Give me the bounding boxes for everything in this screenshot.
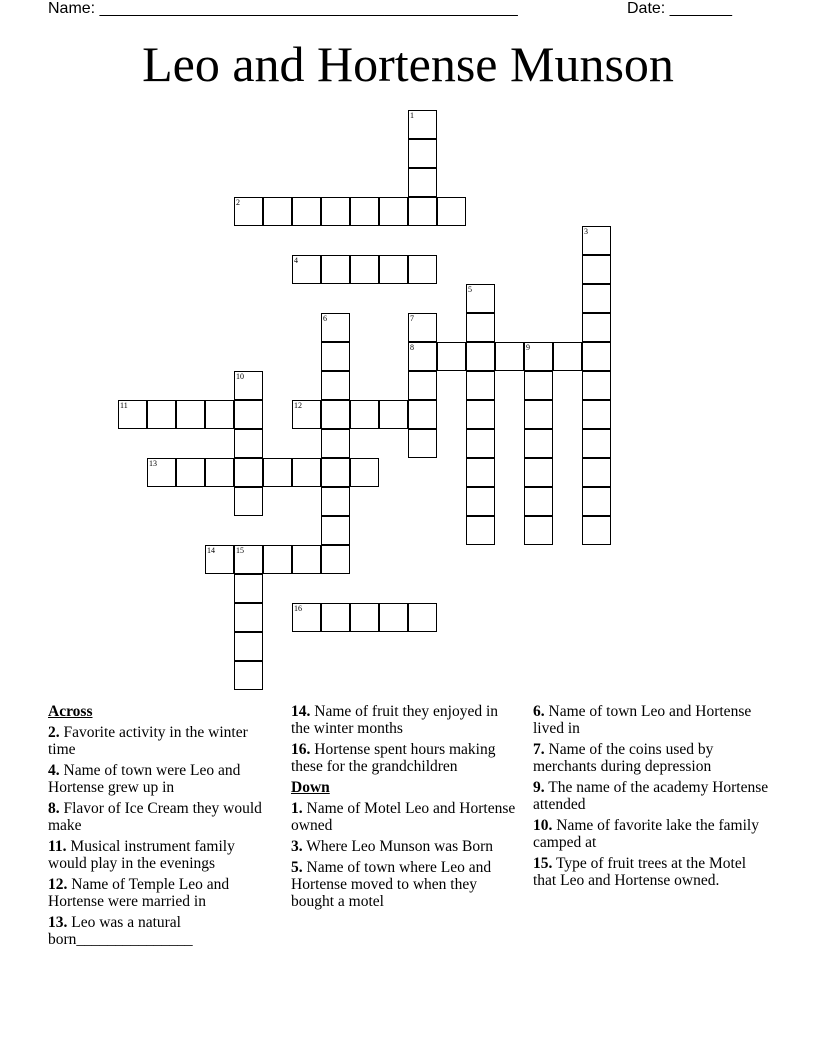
clue-number: 16. (291, 741, 311, 758)
cell-number: 11 (120, 401, 128, 410)
grid-cell[interactable] (466, 458, 495, 487)
cell-number: 3 (584, 227, 588, 236)
grid-cell[interactable] (292, 458, 321, 487)
grid-cell[interactable] (437, 342, 466, 371)
grid-cell[interactable] (379, 603, 408, 632)
grid-cell[interactable] (524, 400, 553, 429)
clue-text: Name of Temple Leo and Hortense were married in (48, 876, 230, 910)
grid-cell[interactable] (466, 400, 495, 429)
clue-number: 5. (291, 859, 303, 876)
grid-cell[interactable] (176, 400, 205, 429)
grid-cell[interactable] (379, 255, 408, 284)
grid-cell[interactable] (321, 255, 350, 284)
grid-cell[interactable] (582, 255, 611, 284)
clue-text: Name of Motel Leo and Hortense owned (291, 800, 516, 834)
clue-column-3 (533, 703, 773, 893)
grid-cell[interactable] (292, 545, 321, 574)
cell-number: 5 (468, 285, 472, 294)
name-field: Name: _______________________________________________ (48, 0, 518, 17)
grid-cell[interactable] (466, 429, 495, 458)
clue-number: 9. (533, 779, 545, 796)
grid-cell[interactable] (408, 400, 437, 429)
clue-text: Name of town Leo and Hortense lived in (533, 703, 752, 737)
grid-cell[interactable] (582, 342, 611, 371)
clue-column-1 (48, 703, 270, 952)
cell-number: 7 (410, 314, 414, 323)
across-heading: Across (48, 703, 93, 720)
cell-number: 4 (294, 256, 298, 265)
clue-text: Name of fruit they enjoyed in the winter months (291, 703, 499, 737)
grid-cell[interactable] (263, 458, 292, 487)
grid-cell[interactable] (408, 603, 437, 632)
grid-cell[interactable] (321, 487, 350, 516)
clue-number: 15. (533, 855, 553, 872)
clue-across-14 (291, 703, 516, 737)
clue-text: Name of town where Leo and Hortense moved to when they bought a motel (291, 859, 492, 910)
clue-number: 11. (48, 838, 67, 855)
grid-cell[interactable] (205, 458, 234, 487)
grid-cell[interactable] (321, 429, 350, 458)
clue-down-3 (291, 838, 516, 855)
grid-cell[interactable] (582, 458, 611, 487)
cell-number: 13 (149, 459, 157, 468)
grid-cell[interactable] (234, 545, 263, 574)
cell-number: 9 (526, 343, 530, 352)
clue-across-13 (48, 914, 270, 948)
clue-across-16 (291, 741, 516, 775)
clue-number: 8. (48, 800, 60, 817)
grid-cell[interactable] (553, 342, 582, 371)
grid-cell[interactable] (408, 429, 437, 458)
grid-cell[interactable] (292, 400, 321, 429)
grid-cell[interactable] (408, 168, 437, 197)
clue-number: 10. (533, 817, 553, 834)
grid-cell[interactable] (147, 458, 176, 487)
grid-cell[interactable] (582, 400, 611, 429)
clue-text: Where Leo Munson was Born (306, 838, 494, 855)
grid-cell[interactable] (292, 603, 321, 632)
grid-cell[interactable] (379, 400, 408, 429)
grid-cell[interactable] (582, 284, 611, 313)
grid-cell[interactable] (147, 400, 176, 429)
cell-number: 16 (294, 604, 302, 613)
grid-cell[interactable] (263, 197, 292, 226)
clue-number: 4. (48, 762, 60, 779)
grid-cell[interactable] (466, 284, 495, 313)
grid-cell[interactable] (408, 313, 437, 342)
grid-cell[interactable] (292, 197, 321, 226)
clue-text: The name of the academy Hortense attended (533, 779, 769, 813)
clue-number: 13. (48, 914, 68, 931)
grid-cell[interactable] (350, 400, 379, 429)
clue-down-15 (533, 855, 773, 889)
grid-cell[interactable] (582, 371, 611, 400)
grid-cell[interactable] (205, 400, 234, 429)
clue-text: Favorite activity in the winter time (48, 724, 248, 758)
grid-cell[interactable] (379, 197, 408, 226)
grid-cell[interactable] (234, 574, 263, 603)
clue-down-5 (291, 859, 516, 910)
grid-cell[interactable] (234, 371, 263, 400)
clue-text: Hortense spent hours making these for the grandchildren (291, 741, 496, 775)
down-heading: Down (291, 779, 330, 796)
cell-number: 6 (323, 314, 327, 323)
clue-across-12 (48, 876, 270, 910)
grid-cell[interactable] (234, 429, 263, 458)
cell-number: 12 (294, 401, 302, 410)
clue-down-9 (533, 779, 773, 813)
grid-cell[interactable] (321, 400, 350, 429)
date-field: Date: _______ (627, 0, 732, 17)
grid-cell[interactable] (321, 313, 350, 342)
cell-number: 14 (207, 546, 215, 555)
grid-cell[interactable] (321, 371, 350, 400)
clue-across-4 (48, 762, 270, 796)
grid-cell[interactable] (321, 458, 350, 487)
grid-cell[interactable] (408, 342, 437, 371)
grid-cell[interactable] (582, 516, 611, 545)
grid-cell[interactable] (524, 516, 553, 545)
cell-number: 1 (410, 111, 414, 120)
grid-cell[interactable] (466, 342, 495, 371)
grid-cell[interactable] (321, 516, 350, 545)
clue-text: Name of town were Leo and Hortense grew up in (48, 762, 241, 796)
clue-number: 2. (48, 724, 60, 741)
grid-cell[interactable] (582, 226, 611, 255)
grid-cell[interactable] (408, 255, 437, 284)
grid-cell[interactable] (466, 487, 495, 516)
grid-cell[interactable] (350, 603, 379, 632)
clue-text: Leo was a natural born_______________ (48, 914, 193, 948)
grid-cell[interactable] (234, 458, 263, 487)
page-title: Leo and Hortense Munson (142, 36, 674, 92)
grid-cell[interactable] (408, 371, 437, 400)
clue-down-1 (291, 800, 516, 834)
cell-number: 2 (236, 198, 240, 207)
grid-cell[interactable] (466, 313, 495, 342)
cell-number: 8 (410, 343, 414, 352)
clue-text: Name of favorite lake the family camped at (533, 817, 759, 851)
grid-cell[interactable] (408, 110, 437, 139)
grid-cell[interactable] (524, 342, 553, 371)
grid-cell[interactable] (524, 458, 553, 487)
clue-text: Name of the coins used by merchants during depression (533, 741, 714, 775)
grid-cell[interactable] (321, 197, 350, 226)
grid-cell[interactable] (118, 400, 147, 429)
grid-cell[interactable] (350, 458, 379, 487)
grid-cell[interactable] (321, 342, 350, 371)
grid-cell[interactable] (466, 516, 495, 545)
grid-cell[interactable] (234, 487, 263, 516)
clue-number: 6. (533, 703, 545, 720)
clue-number: 1. (291, 800, 303, 817)
grid-cell[interactable] (582, 487, 611, 516)
clue-number: 14. (291, 703, 311, 720)
clue-column-2 (291, 703, 516, 914)
grid-cell[interactable] (176, 458, 205, 487)
grid-cell[interactable] (582, 429, 611, 458)
cell-number: 10 (236, 372, 244, 381)
clue-down-7 (533, 741, 773, 775)
grid-cell[interactable] (321, 603, 350, 632)
clue-number: 12. (48, 876, 68, 893)
grid-cell[interactable] (321, 545, 350, 574)
grid-cell[interactable] (466, 371, 495, 400)
grid-cell[interactable] (234, 603, 263, 632)
grid-cell[interactable] (234, 661, 263, 690)
grid-cell[interactable] (524, 487, 553, 516)
clue-text: Type of fruit trees at the Motel that Leo and Hortense owned. (533, 855, 747, 889)
clue-down-10 (533, 817, 773, 851)
grid-cell[interactable] (234, 197, 263, 226)
grid-cell[interactable] (234, 400, 263, 429)
grid-cell[interactable] (582, 313, 611, 342)
grid-cell[interactable] (524, 429, 553, 458)
clue-across-11 (48, 838, 270, 872)
cell-number: 15 (236, 546, 244, 555)
grid-cell[interactable] (350, 255, 379, 284)
clue-number: 3. (291, 838, 303, 855)
grid-cell[interactable] (408, 197, 437, 226)
grid-cell[interactable] (524, 371, 553, 400)
grid-cell[interactable] (437, 197, 466, 226)
clue-text: Flavor of Ice Cream they would make (48, 800, 262, 834)
grid-cell[interactable] (495, 342, 524, 371)
grid-cell[interactable] (205, 545, 234, 574)
clue-number: 7. (533, 741, 545, 758)
clue-text: Musical instrument family would play in the evenings (48, 838, 235, 872)
grid-cell[interactable] (234, 632, 263, 661)
clue-down-6 (533, 703, 773, 737)
grid-cell[interactable] (408, 139, 437, 168)
grid-cell[interactable] (292, 255, 321, 284)
clue-across-8 (48, 800, 270, 834)
grid-cell[interactable] (350, 197, 379, 226)
clue-across-2 (48, 724, 270, 758)
grid-cell[interactable] (263, 545, 292, 574)
